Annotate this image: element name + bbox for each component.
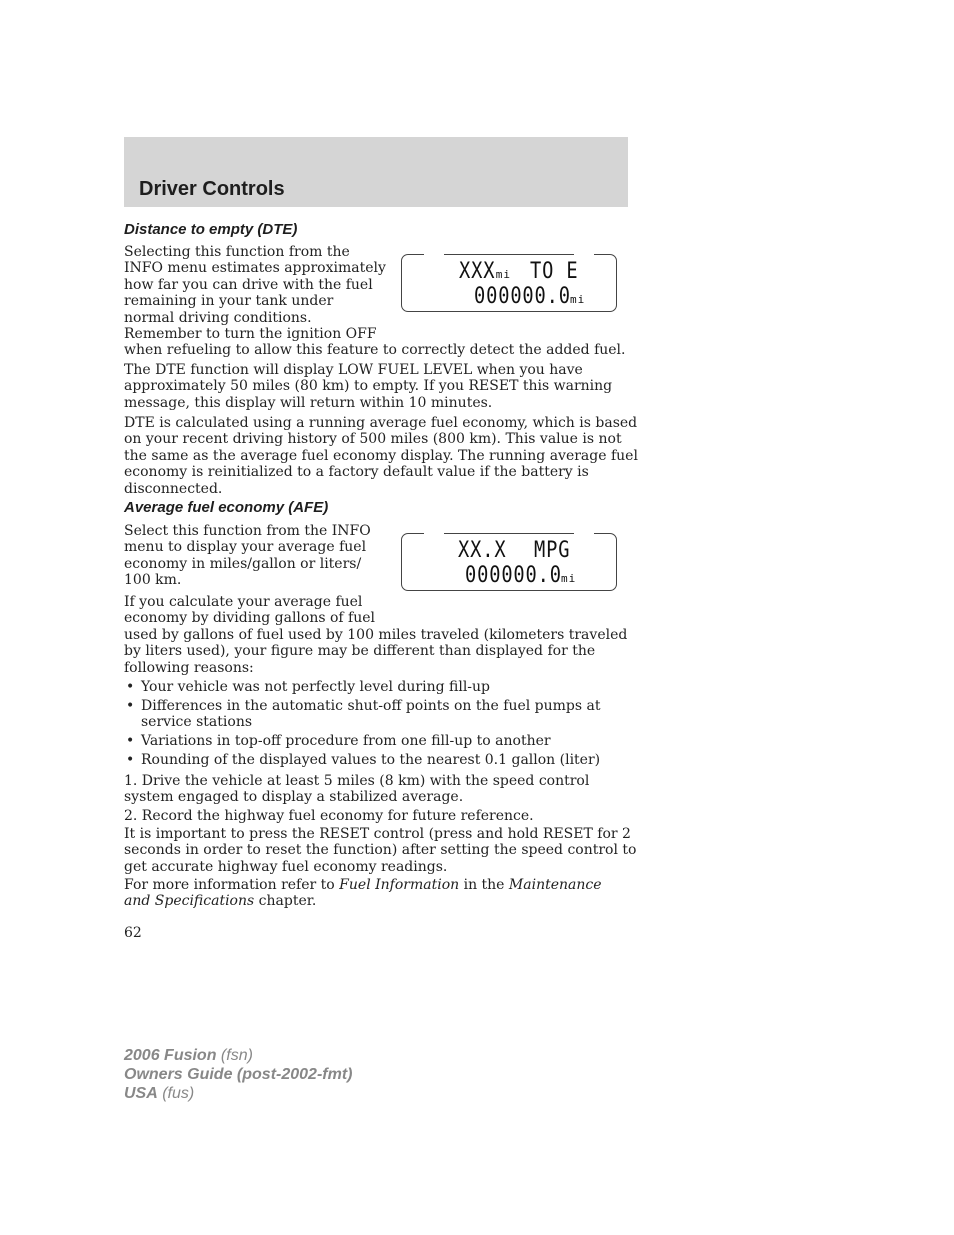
maintenance-reference: Maintenance [508,877,602,893]
dte-display-line1: XXXmi TO E [459,259,579,284]
fuel-information-reference: Fuel Information [339,877,460,893]
step-1: 1. Drive the vehicle at least 5 miles (8 km) with the speed control system engaged to display a stabilized average. [124,773,590,806]
afe-paragraph-1: Select this function from the INFO menu to display your average fuel economy in miles/gallon or liters/ 100 km. [124,523,371,589]
dte-heading: Distance to empty (DTE) [124,221,298,238]
dte-paragraph-3: DTE is calculated using a running average fuel economy, which is based on your recent driving history of 500 miles (800 km). This value is not the same as the average fuel economy display. The running average fuel economy is reinitialized to a factory default value if the battery is disconnected. [124,415,638,497]
page-title: Driver Controls [139,178,285,200]
dte-paragraph-1: Selecting this function from the INFO menu estimates approximately how far you can drive with the fuel remaining in your tank under normal driving conditions. Remember to turn the ignition OFF when refueling to allow this feature to correctly detect the added fuel. [124,244,626,359]
reasons-list [124,679,624,771]
step-2: 2. Record the highway fuel economy for future reference. [124,808,534,824]
dte-display-line2: 000000.0mi [474,284,586,309]
afe-heading: Average fuel economy (AFE) [124,499,329,516]
dte-paragraph-2: The DTE function will display LOW FUEL LEVEL when you have approximately 50 miles (80 km) to empty. If you RESET this warning message, this display will return within 10 minutes. [124,362,613,411]
list-item: • Rounding of the displayed values to the nearest 0.1 gallon (liter) [126,752,601,769]
afe-display-line2: 000000.0mi [465,563,577,588]
more-info-paragraph: For more information refer to Fuel Information in the Maintenance and Specifications chapter. [124,877,602,910]
section-header-band [124,137,628,207]
afe-display-line1: XX.X MPG [458,538,570,563]
list-item: • Differences in the automatic shut-off points on the fuel pumps at service stations [126,697,601,731]
list-item: • Variations in top-off procedure from one fill-up to another [126,733,551,750]
list-item: • Your vehicle was not perfectly level during fill-up [126,679,491,695]
specifications-reference: and Specifications [124,893,255,910]
afe-paragraph-2: If you calculate your average fuel economy by dividing gallons of fuel used by gallons of fuel used by 100 miles traveled (kilometers traveled by liters used), your figure may be different than displayed for the following reasons: [124,594,628,676]
afe-paragraph-3: It is important to press the RESET control (press and hold RESET for 2 seconds in order to reset the function) after setting the speed control to get accurate highway fuel economy readings. [124,826,637,875]
document-footer: 2006 Fusion (fsn) Owners Guide (post-2002-fmt) USA (fus) [124,1047,353,1102]
page-number: 62 [124,925,142,941]
